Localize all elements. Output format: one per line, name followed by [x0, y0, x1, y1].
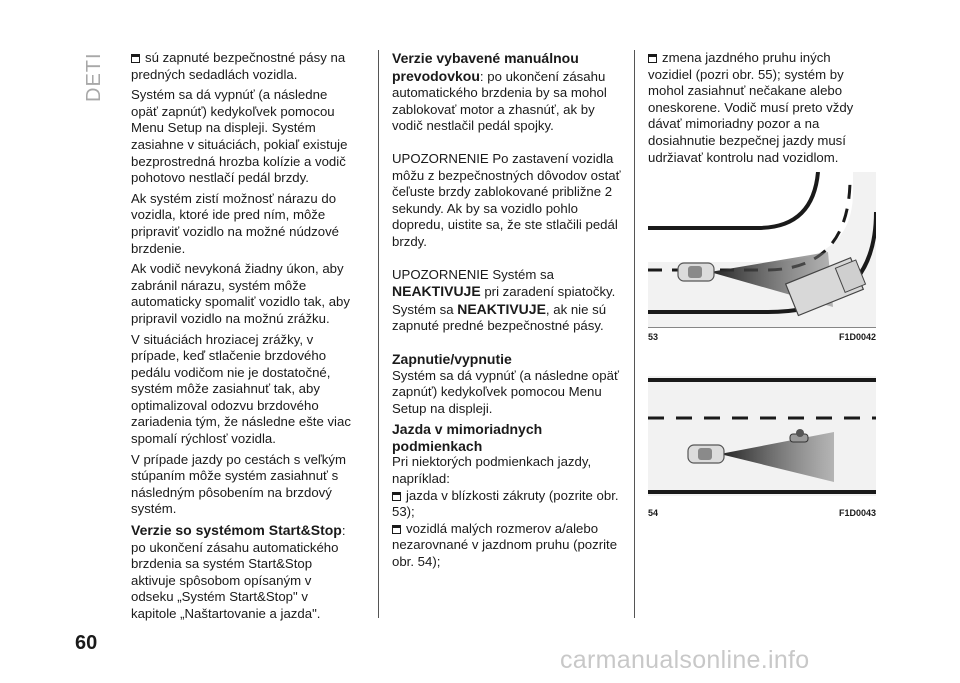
paragraph: sú zapnuté bezpečnostné pásy na predných sedadlách vozidla.	[131, 50, 346, 82]
bullet-icon	[392, 525, 401, 534]
column-1	[131, 50, 351, 627]
paragraph: Ak systém zistí možnosť nárazu do vozidla, ktoré ide pred ním, môže pripraviť vozidlo na možné núdzové brzdenie.	[131, 190, 339, 256]
bullet-icon	[392, 492, 401, 501]
figure-misaligned-vehicle	[648, 376, 876, 496]
warning-note: UPOZORNENIE Po zastavení vozidla môžu z bezpečnostných dôvodov ostať čeľuste brzdy zablokované približne 2 sekundy. Ak by sa vozidlo pohlo dopredu, uistite sa, že ste stlačili pedál brzdy.	[392, 150, 621, 249]
paragraph: V prípade jazdy po cestách s veľkým stúpaním môže systém zasiahnuť s následným pôsobením na brzdový systém.	[131, 451, 346, 517]
figure-code: F1D0043	[838, 508, 876, 518]
page-number: 60	[75, 632, 98, 654]
paragraph: Verzie vybavené manuálnou prevodovkou: po ukončení zásahu automatického brzdenia by sa mohol zablokovať motor a zhasnúť, ak by vodič nestlačil pedál spojky.	[392, 50, 607, 134]
heading: Verzie vybavené manuálnou prevodovkou	[392, 50, 579, 84]
paragraph: Systém sa dá vypnúť (a následne opäť zapnúť) kedykoľvek pomocou Menu Setup na displeji.	[392, 367, 619, 416]
column-3	[648, 50, 876, 170]
figure-number: 53	[648, 332, 659, 342]
heading: Zapnutie/vypnutie	[392, 350, 512, 367]
bullet-icon	[648, 54, 657, 63]
column-2	[392, 50, 622, 575]
heading: Jazda v mimoriadnych podmienkach	[392, 421, 543, 454]
section-tab	[78, 52, 110, 104]
paragraph: Ak vodič nevykoná žiadny úkon, aby zabránil nárazu, systém môže automaticky spomaliť vozidlo tak, aby pripravil vozidlo na možnú zrážku.	[131, 261, 350, 326]
bullet-icon	[131, 54, 140, 63]
figure-code: F1D0042	[838, 332, 876, 342]
figure-number: 54	[648, 508, 659, 518]
paragraph: Pri niektorých podmienkach jazdy, napríklad:	[392, 454, 592, 487]
paragraph: V situáciách hroziacej zrážky, v prípade, keď stlačenie brzdového pedálu vodičom nie je dostatočné, systém môže zasiahnuť tak, aby optimalizoval odozvu brzdového zariadenia tým, že následne ešte viac spomalí rýchlosť vozidla.	[131, 331, 351, 447]
list-item: jazda v blízkosti zákruty (pozrite obr. 53);	[392, 487, 619, 520]
column-divider	[378, 50, 379, 618]
figure-curve-road	[648, 172, 876, 328]
list-item: zmena jazdného pruhu iných vozidiel (pozri obr. 55); systém by mohol zasiahnuť nečakane alebo oneskorene. Vodič musí preto vždy dávať mimoriadny pozor a na dosiahnutie bezpečnej jazdy musí udržiavať kontrolu nad vozidlom.	[648, 50, 854, 165]
column-divider	[634, 50, 635, 618]
paragraph: Verzie so systémom Start&Stop:	[131, 522, 346, 539]
heading: Verzie so systémom Start&Stop	[131, 522, 342, 539]
paragraph: Systém sa dá vypnúť (a následne opäť zapnúť) kedykoľvek pomocou Menu Setup na displeji. Systém zasiahne v situáciách, pokiaľ existuje bezprostredná hrozba kolízie a vodič pohotovo nestlačí pedál brzdy.	[131, 87, 348, 186]
list-item: vozidlá malých rozmerov a/alebo nezarovnané v jazdnom pruhu (pozrite obr. 54);	[392, 520, 618, 570]
watermark: carmanualsonline.info	[560, 646, 810, 674]
section-tab-label: DETI	[83, 52, 105, 102]
paragraph: po ukončení zásahu automatického brzdenia sa systém Start&Stop aktivuje spôsobom opísaným v odseku „Systém Start&Stop" v kapitole „Naštartovanie a jazda".	[131, 539, 339, 621]
warning-note: UPOZORNENIE Systém sa NEAKTIVUJE pri zaradení spiatočky. Systém sa NEAKTIVUJE, ak nie sú zapnuté predné bezpečnostné pásy.	[392, 266, 616, 334]
